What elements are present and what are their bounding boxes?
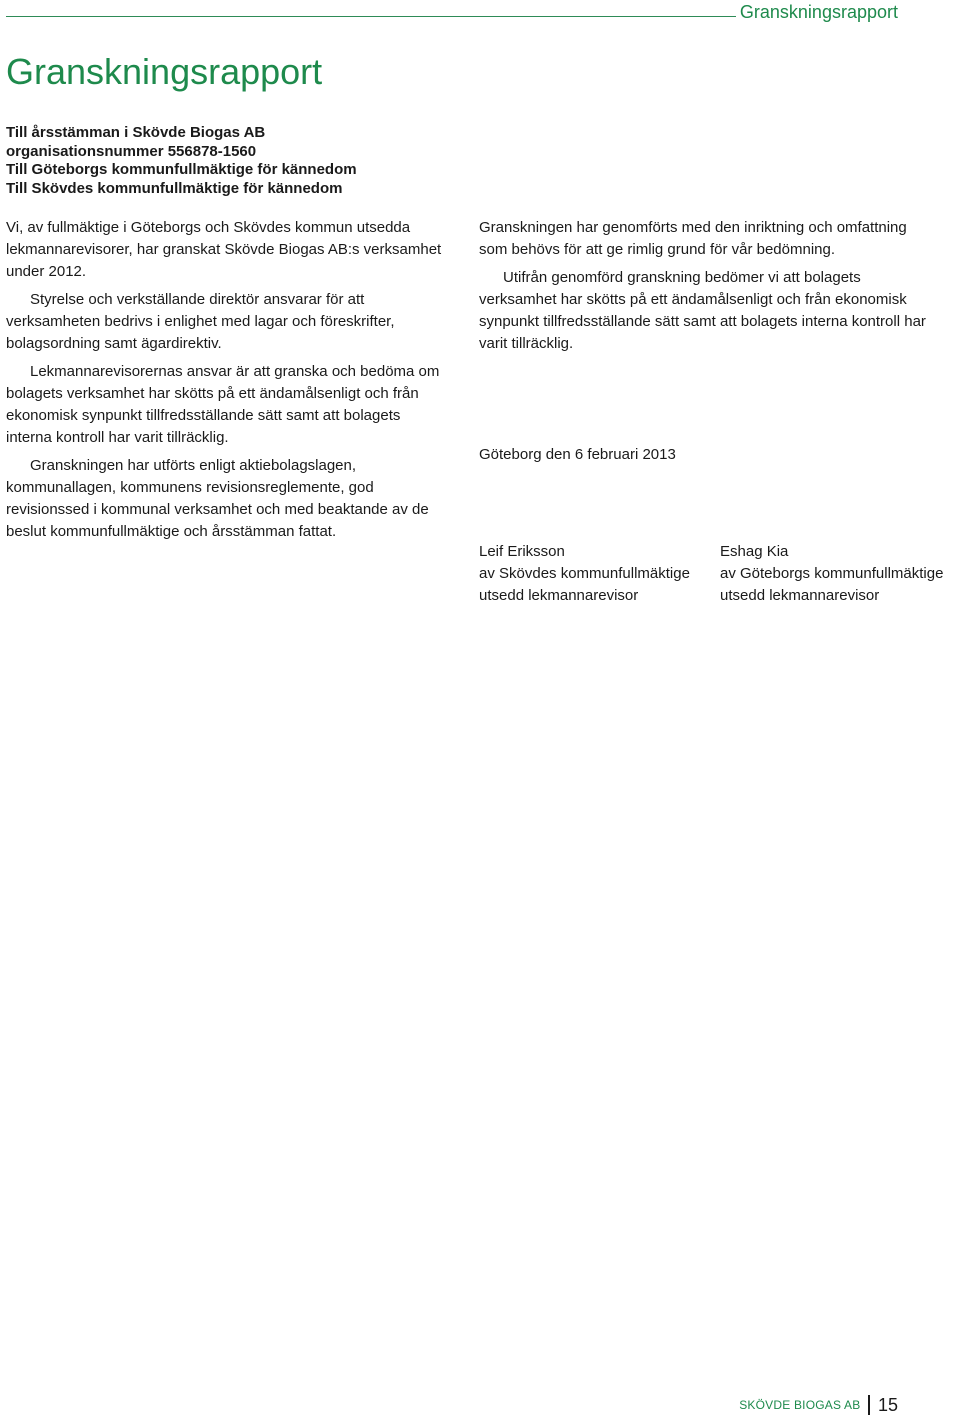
- place-and-date: Göteborg den 6 februari 2013: [479, 446, 676, 463]
- addressee-line: Till Göteborgs kommunfullmäktige för kännedom: [6, 161, 357, 178]
- signatory-name: Eshag Kia: [720, 543, 789, 560]
- paragraph: Granskningen har utförts enligt aktiebolagslagen, kommunallagen, kommunens revisionsreglemente, god revisionssed i kommunal verksamhet och med beaktande av de beslut kommunfullmäktige och årsstämman fattat.: [6, 457, 429, 540]
- paragraph: Vi, av fullmäktige i Göteborgs och Skövdes kommun utsedda lekmannarevisorer, har granskat Skövde Biogas AB:s verksamhet under 2012.: [6, 219, 442, 280]
- footer-divider: [868, 1395, 870, 1415]
- paragraph: Utifrån genomförd granskning bedömer vi att bolagets verksamhet har skötts på ett ändamålsenligt och från ekonomisk synpunkt tillfredsställande sätt samt att bolagets interna kontroll har varit tillräcklig.: [479, 269, 926, 352]
- addressee-line: Till Skövdes kommunfullmäktige för kännedom: [6, 179, 343, 197]
- addressee-line: Till årsstämman i Skövde Biogas AB: [6, 124, 266, 141]
- paragraph: Styrelse och verkställande direktör ansvarar för att verksamheten bedrivs i enlighet med lagar och föreskrifter, bolagsordning samt ägardirektiv.: [6, 291, 395, 352]
- running-header: Granskningsrapport: [739, 2, 898, 22]
- page-number: 15: [877, 1394, 898, 1415]
- addressee-line: organisationsnummer 556878-1560: [6, 142, 257, 160]
- page-footer: [739, 1392, 898, 1418]
- signatory-name: Leif Eriksson: [479, 543, 565, 560]
- header-rule: [6, 16, 736, 17]
- signature-block: [479, 541, 690, 607]
- paragraph: Lekmannarevisorernas ansvar är att granska och bedöma om bolagets verksamhet har skötts på ett ändamålsenligt och från ekonomisk synpunkt tillfredsställande sätt samt att bolagets interna kontroll har varit tillräcklig.: [6, 363, 440, 446]
- signature-block: [720, 541, 943, 607]
- footer-company-name: SKÖVDE BIOGAS AB: [739, 1398, 861, 1412]
- signatory-appointed-by: av Göteborgs kommunfullmäktige: [720, 565, 944, 582]
- addressee-block: [6, 124, 466, 198]
- left-column: [6, 217, 446, 549]
- signatory-role: utsedd lekmannarevisor: [479, 587, 639, 604]
- signatory-role: utsedd lekmannarevisor: [720, 587, 880, 604]
- right-column: [479, 217, 939, 361]
- signatory-appointed-by: av Skövdes kommunfullmäktige: [479, 565, 690, 582]
- paragraph: Granskningen har genomförts med den inriktning och omfattning som behövs för att ge rimlig grund för vår bedömning.: [479, 219, 907, 258]
- page-title: Granskningsrapport: [6, 51, 323, 92]
